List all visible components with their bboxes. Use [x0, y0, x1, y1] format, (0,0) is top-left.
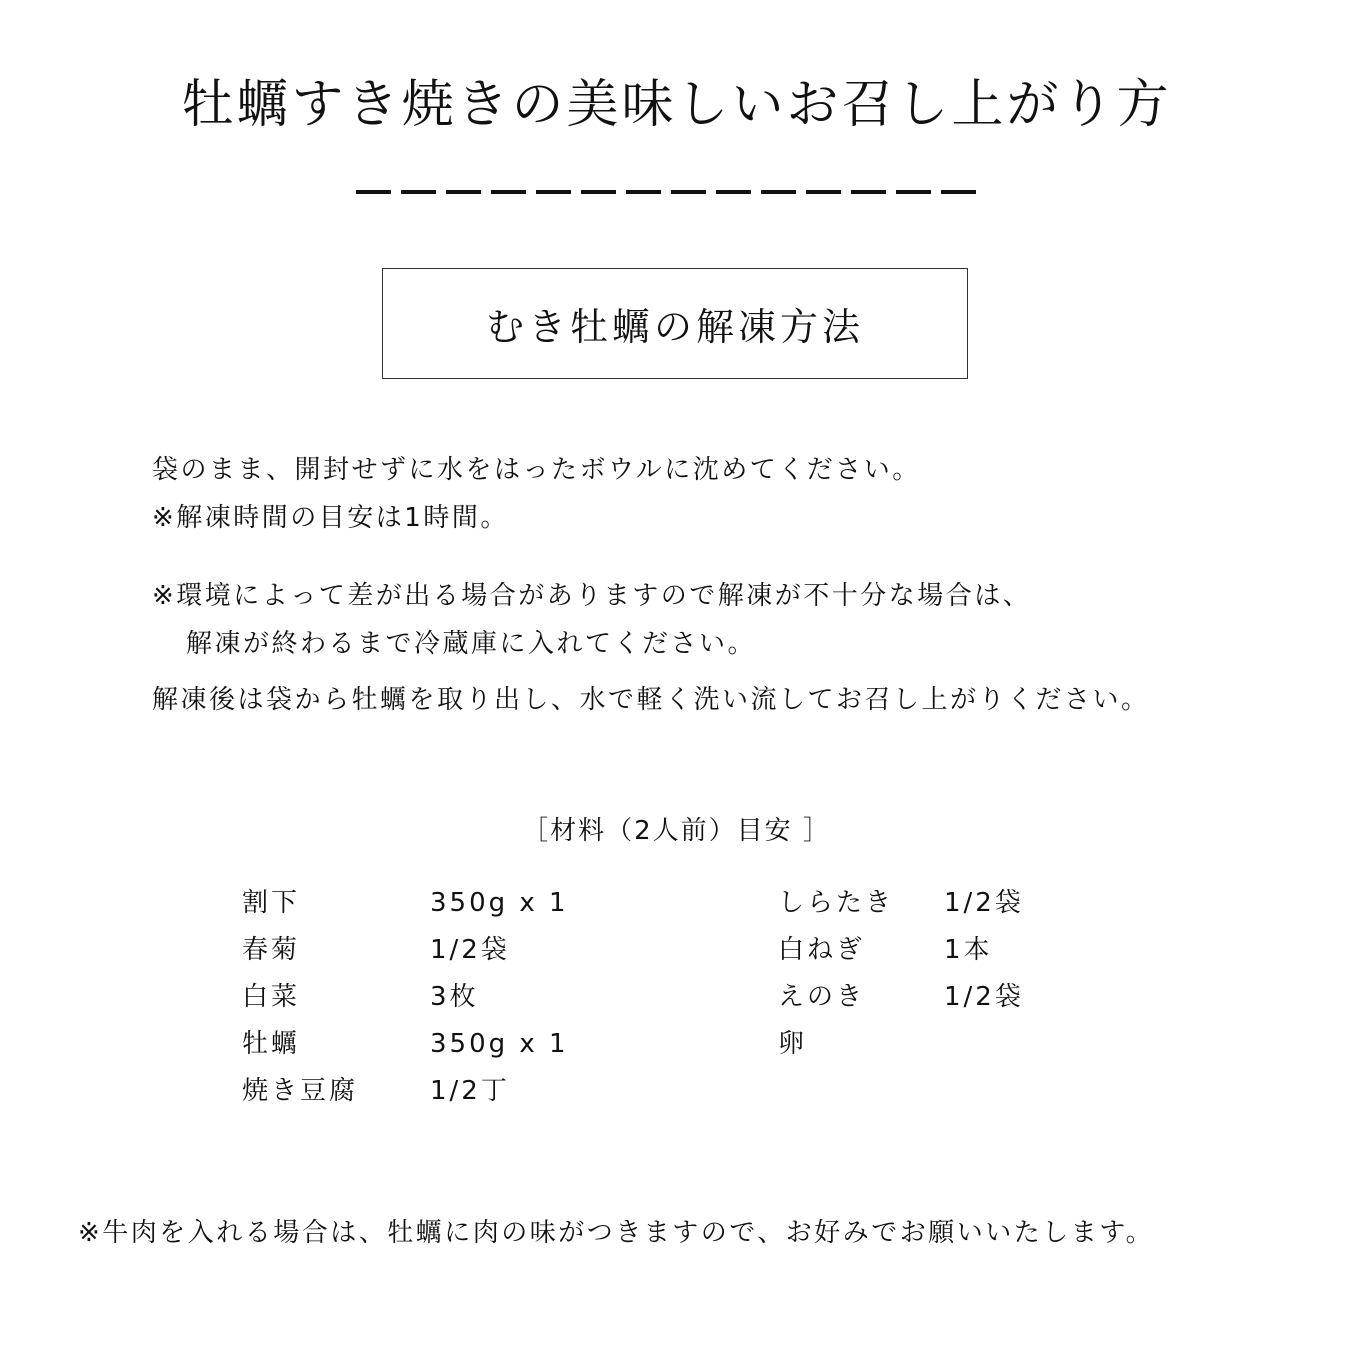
ingredient-row — [242, 1021, 569, 1068]
divider-dash — [851, 190, 886, 194]
ingredient-name: 牡蠣 — [242, 1029, 301, 1059]
after-thawing-instructions — [152, 676, 1150, 724]
ingredient-row — [778, 927, 993, 974]
divider-dash — [671, 190, 706, 194]
divider-dash — [536, 190, 571, 194]
instruction-line: 袋のまま、開封せずに水をはったボウルに沈めてください。 — [152, 455, 921, 485]
ingredient-qty: 3枚 — [430, 982, 479, 1012]
thawing-caution — [152, 572, 1031, 668]
divider-dash — [896, 190, 931, 194]
ingredient-row — [778, 880, 1024, 927]
beef-note: ※牛肉を入れる場合は、牡蠣に肉の味がつきますので、お好みでお願いいたします。 — [78, 1218, 1155, 1248]
divider-dash — [446, 190, 481, 194]
divider-dash — [356, 190, 391, 194]
ingredient-qty: 1/2丁 — [430, 1076, 510, 1106]
ingredient-name: 春菊 — [242, 935, 301, 965]
ingredient-name: 割下 — [242, 888, 301, 918]
divider-dash — [401, 190, 436, 194]
divider-dash — [761, 190, 796, 194]
instruction-line: 解凍後は袋から牡蠣を取り出し、水で軽く洗い流してお召し上がりください。 — [152, 685, 1150, 715]
ingredient-name: 焼き豆腐 — [242, 1076, 359, 1106]
ingredient-qty: 350g x 1 — [430, 1029, 569, 1059]
divider-dash — [626, 190, 661, 194]
ingredient-row — [778, 1021, 894, 1068]
ingredient-name: えのき — [778, 982, 866, 1012]
ingredients-heading: ［材料（2人前）目安 ］ — [522, 816, 831, 846]
divider-dash — [491, 190, 526, 194]
ingredient-row — [242, 1068, 510, 1115]
instruction-line: ※環境によって差が出る場合がありますので解凍が不十分な場合は、 — [152, 581, 1032, 611]
instruction-line: 解凍が終わるまで冷蔵庫に入れてください。 — [186, 629, 757, 659]
ingredient-row — [242, 974, 479, 1021]
ingredient-name: 白ねぎ — [778, 935, 866, 965]
ingredient-qty: 1本 — [944, 935, 993, 965]
instruction-line: ※解凍時間の目安は1時間。 — [152, 503, 509, 533]
ingredient-qty: 350g x 1 — [430, 888, 569, 918]
ingredient-name: 白菜 — [242, 982, 301, 1012]
ingredient-name: 卵 — [778, 1029, 808, 1059]
divider-dash — [806, 190, 841, 194]
ingredient-row — [778, 974, 1024, 1021]
ingredients-right-column — [778, 880, 1024, 1068]
ingredient-qty: 1/2袋 — [944, 982, 1024, 1012]
divider-dash — [941, 190, 976, 194]
page-title: 牡蠣すき焼きの美味しいお召し上がり方 — [181, 75, 1172, 135]
thawing-instructions — [152, 446, 921, 542]
ingredient-name: しらたき — [778, 888, 895, 918]
subtitle-box — [382, 268, 968, 379]
ingredients-left-column — [242, 880, 569, 1115]
ingredient-qty: 1/2袋 — [430, 935, 510, 965]
divider-dash — [716, 190, 751, 194]
title-underline-dashes — [356, 190, 976, 194]
ingredient-row — [242, 927, 510, 974]
divider-dash — [581, 190, 616, 194]
ingredient-row — [242, 880, 569, 927]
ingredient-qty: 1/2袋 — [944, 888, 1024, 918]
section-subtitle: むき牡蠣の解凍方法 — [485, 305, 864, 349]
